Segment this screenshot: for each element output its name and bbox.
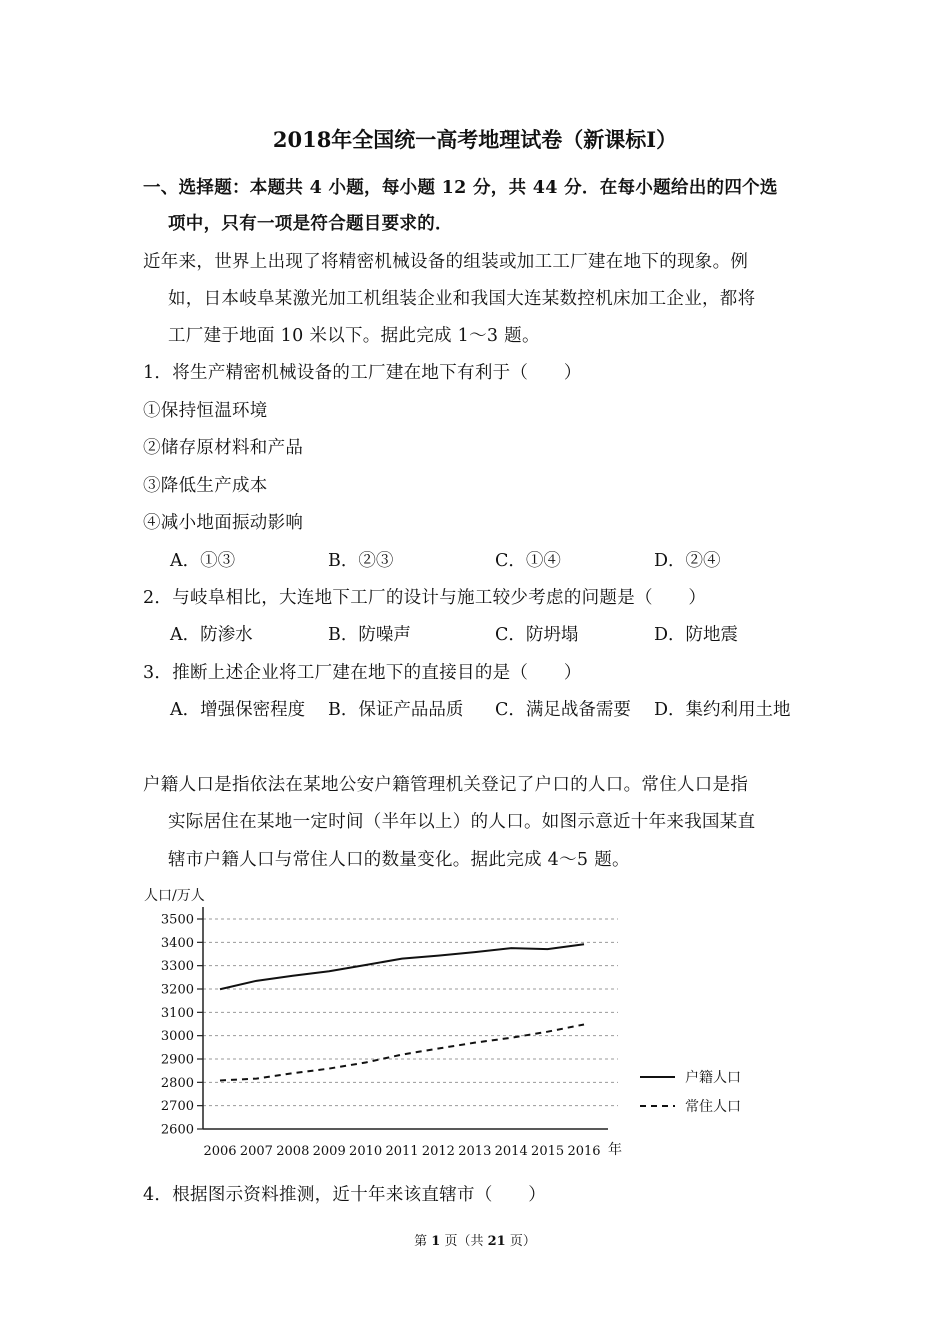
question-1-item: ③降低生产成本	[143, 476, 268, 496]
question-4-stem: 4．根据图示资料推测，近十年来该直辖市（ ）	[143, 1185, 547, 1205]
page-title: 2018年全国统一高考地理试卷（新课标I）	[272, 127, 678, 152]
question-3-option-d[interactable]: D．集约利用土地	[654, 700, 791, 720]
question-1-item: ①保持恒温环境	[143, 401, 268, 421]
question-1-option-d[interactable]: D．②④	[654, 551, 721, 571]
section-heading-line2: 项中，只有一项是符合题目要求的．	[168, 214, 453, 234]
page-footer	[0, 1230, 950, 1249]
footer-page-number: 1	[431, 1234, 441, 1249]
x-tick-label: 2014	[494, 1144, 528, 1159]
x-tick-label: 2016	[567, 1144, 601, 1159]
question-3-option-a[interactable]: A．增强保密程度	[170, 700, 306, 720]
question-1-stem: 1．将生产精密机械设备的工厂建在地下有利于（ ）	[143, 363, 582, 383]
question-1-option-b[interactable]: B．②③	[328, 551, 394, 571]
section-heading-line1: 一、选择题：本题共 4 小题，每小题 12 分，共 44 分．在每小题给出的四个选	[143, 178, 778, 198]
question-3-stem: 3．推断上述企业将工厂建在地下的直接目的是（ ）	[143, 663, 582, 683]
x-tick-label: 2009	[312, 1144, 346, 1159]
series-line-1	[220, 944, 584, 989]
x-tick-label: 2013	[458, 1144, 492, 1159]
passage1-line3: 工厂建于地面 10 米以下。据此完成 1～3 题。	[168, 326, 540, 346]
question-1-item: ④减小地面振动影响	[143, 513, 304, 533]
x-axis-label: 年	[608, 1142, 622, 1158]
x-tick-label: 2008	[276, 1144, 310, 1159]
y-tick-label: 2900	[160, 1052, 194, 1068]
question-3-option-c[interactable]: C．满足战备需要	[495, 700, 631, 720]
question-1-option-c[interactable]: C．①④	[495, 551, 561, 571]
question-2-option-b[interactable]: B．防噪声	[328, 625, 411, 645]
y-tick-label: 3200	[160, 982, 194, 998]
y-axis-label: 人口/万人	[144, 888, 205, 904]
population-chart	[140, 880, 780, 1170]
passage2-line1: 户籍人口是指依法在某地公安户籍管理机关登记了户口的人口。常住人口是指	[143, 775, 749, 795]
x-tick-label: 2010	[349, 1144, 383, 1159]
question-2-option-a[interactable]: A．防渗水	[170, 625, 253, 645]
footer-middle: 页（共	[444, 1234, 484, 1249]
passage1-line1: 近年来，世界上出现了将精密机械设备的组装或加工工厂建在地下的现象。例	[143, 252, 749, 272]
y-tick-label: 3100	[160, 1005, 194, 1021]
y-tick-label: 3300	[160, 959, 194, 975]
x-tick-label: 2006	[203, 1144, 237, 1159]
question-3-option-b[interactable]: B．保证产品品质	[328, 700, 464, 720]
legend-label: 常住人口	[685, 1099, 741, 1115]
question-1-item: ②储存原材料和产品	[143, 438, 304, 458]
x-tick-label: 2012	[421, 1144, 455, 1159]
y-tick-label: 2600	[160, 1122, 194, 1138]
footer-total-pages: 21	[487, 1234, 506, 1249]
x-tick-label: 2011	[385, 1144, 419, 1159]
passage2-line2: 实际居住在某地一定时间（半年以上）的人口。如图示意近十年来我国某直	[168, 812, 756, 832]
y-tick-label: 3500	[160, 912, 194, 928]
y-tick-label: 2800	[160, 1075, 194, 1091]
question-2-stem: 2．与岐阜相比，大连地下工厂的设计与施工较少考虑的问题是（ ）	[143, 588, 707, 608]
legend-label: 户籍人口	[685, 1070, 741, 1086]
x-tick-label: 2007	[239, 1144, 273, 1159]
y-tick-label: 2700	[160, 1099, 194, 1115]
passage1-line2: 如，日本岐阜某激光加工机组装企业和我国大连某数控机床加工企业，都将	[168, 289, 756, 309]
x-tick-label: 2015	[531, 1144, 565, 1159]
passage2-line3: 辖市户籍人口与常住人口的数量变化。据此完成 4～5 题。	[168, 850, 630, 870]
series-line-2	[220, 1024, 584, 1080]
y-tick-label: 3400	[160, 935, 194, 951]
y-tick-label: 3000	[160, 1029, 194, 1045]
question-2-option-c[interactable]: C．防坍塌	[495, 625, 579, 645]
question-1-option-a[interactable]: A．①③	[170, 551, 236, 571]
footer-suffix: 页）	[509, 1234, 536, 1249]
footer-prefix: 第	[414, 1234, 428, 1249]
question-2-option-d[interactable]: D．防地震	[654, 625, 739, 645]
